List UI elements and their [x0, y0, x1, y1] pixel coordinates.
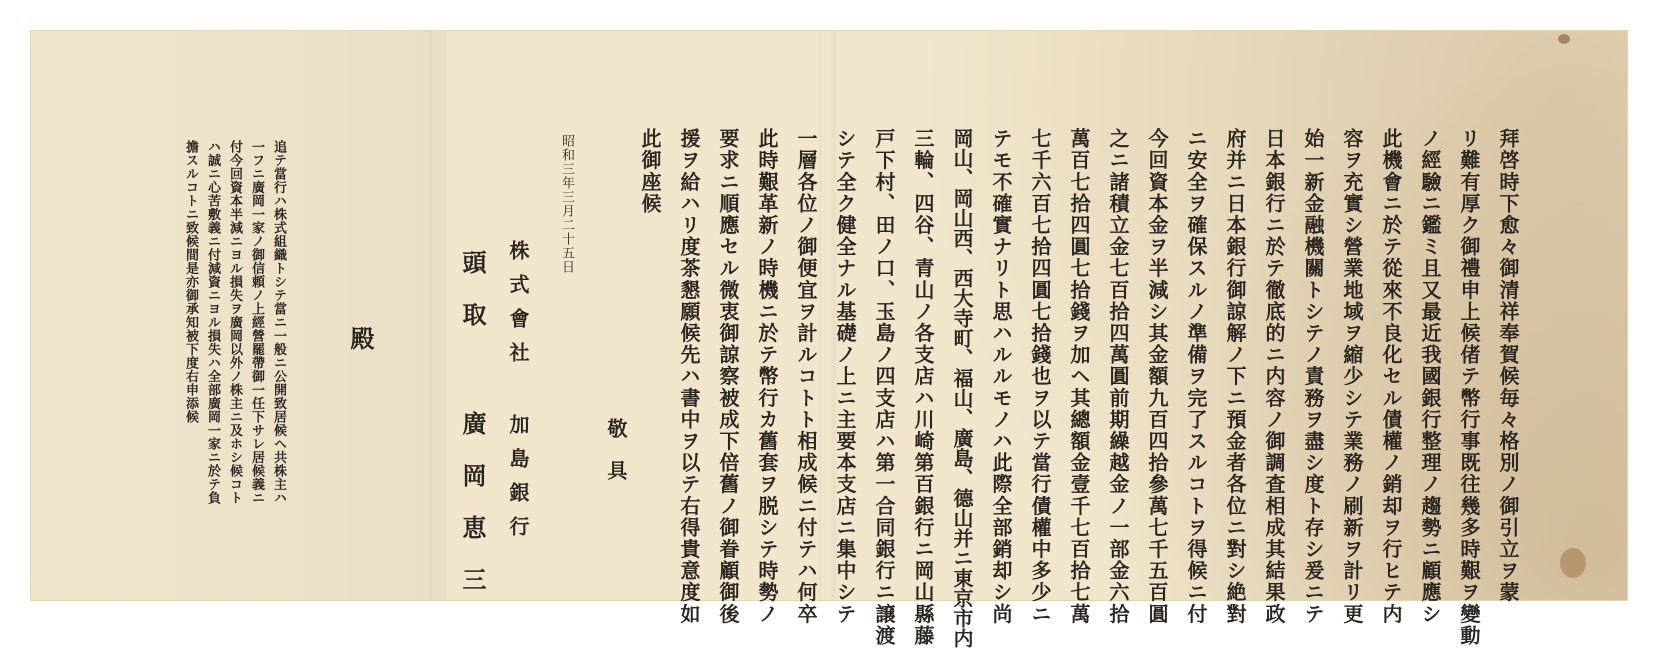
sender-company: 株式會社 加島銀行 — [506, 240, 530, 550]
letter-line: 岡山、岡山西、西大寺町、福山、廣島、德山并ニ東京市内 — [950, 128, 974, 648]
letter-line: 日本銀行ニ於テ徹底的ニ内容ノ御調査相成其結果政 — [1262, 128, 1286, 625]
letter-line: 拜啓時下愈々御清祥奉賀候毎々格別ノ御引立ヲ蒙 — [1496, 128, 1520, 604]
letter-line: 此御座候 — [638, 128, 662, 215]
letter-line: 七千六百七拾四圓七拾錢也ヲ以テ當行債權中多少ニ — [1028, 128, 1052, 625]
closing-phrase: 敬具 — [604, 418, 628, 502]
paper-stain — [1560, 548, 1586, 578]
fold-crease-middle — [820, 30, 821, 601]
letter-line: 始一新金融機關トシテノ責務ヲ盡シ度ト存シ爰ニテ — [1301, 128, 1325, 625]
letter-line: 戸下村、田ノ口、玉島ノ四支店ハ第一合同銀行ニ譲渡 — [872, 128, 896, 647]
postscript-line: 一フニ廣岡一家ノ御信頼ノ上經營罷帶御一任下サレ居候義ニ — [249, 140, 264, 505]
letter-line: シテ全ク健全ナル基礎ノ上ニ主要本支店ニ集中シテ — [833, 128, 857, 625]
sender-president: 頭取 廣岡恵三 — [458, 250, 487, 619]
letter-line: 援ヲ給ハリ度茶懇願候先ハ書中ヲ以テ右得貴意度如 — [677, 128, 701, 625]
letter-line: 今回資本金ヲ半減シ其金額九百四拾參萬七千五百圓 — [1145, 128, 1169, 625]
postscript-line: 擔スルコトニ致候間是亦御承知被下度右申添候 — [183, 140, 198, 424]
paper-stain — [1558, 34, 1570, 44]
letter-line: 此時艱革新ノ時機ニ於テ幣行カ舊套ヲ脱シテ時勢ノ — [755, 128, 779, 625]
letter-line: 一層各位ノ御便宜ヲ計ルコトト相成候ニ付テハ何卒 — [794, 128, 818, 625]
postscript-line: 付今回資本半減ニヨル損失ヲ廣岡以外ノ株主ニ及ホシ候コト — [227, 140, 242, 505]
letter-line: リ難有厚ク御禮申上候偖テ幣行事既往幾多時艱ヲ變動 — [1457, 128, 1481, 647]
postscript-line: ハ誠ニ心苦敷義ニ付減資ニヨル損失ハ全部廣岡一家ニ於テ負 — [205, 140, 220, 505]
letter-line: 此機會ニ於テ從來不良化セル債權ノ銷却ヲ行ヒテ内 — [1379, 128, 1403, 625]
letter-line: 要求ニ順應セル微衷御諒察被成下倍舊ノ御眷顧御後 — [716, 128, 740, 625]
letter-line: 萬百七拾四圓七拾錢ヲ加ヘ其總額金壹千七百拾七萬 — [1067, 128, 1091, 625]
letter-line: ノ經驗ニ鑑ミ且又最近我國銀行整理ノ趨勢ニ顧應シ — [1418, 128, 1442, 625]
letter-line: 之ニ諸積立金七百拾四萬圓前期繰越金ノ一部金六拾 — [1106, 128, 1130, 625]
letter-line: テモ不確實ナリト思ハルルモノハ此際全部銷却シ尚 — [989, 128, 1013, 625]
letter-line: ニ安全ヲ確保スルノ準備ヲ完了スルコトヲ得候ニ付 — [1184, 128, 1208, 625]
letter-line: 容ヲ充實シ營業地域ヲ縮少シテ業務ノ刷新ヲ計リ更 — [1340, 128, 1364, 625]
letter-date: 昭和三年三月二十五日 — [559, 134, 574, 274]
postscript-line: 追テ當行ハ株式組織トシテ當ニ一般ニ公開致居候ヘ共株主ハ — [271, 140, 286, 505]
fold-crease-left — [430, 30, 431, 601]
letter-line: 府并ニ日本銀行御諒解ノ下ニ預金者各位ニ對シ絶對 — [1223, 128, 1247, 625]
addressee-honorific: 殿 — [346, 326, 375, 350]
letter-line: 三輪、四谷、青山ノ各支店ハ川崎第百銀行ニ岡山縣藤 — [911, 128, 935, 647]
